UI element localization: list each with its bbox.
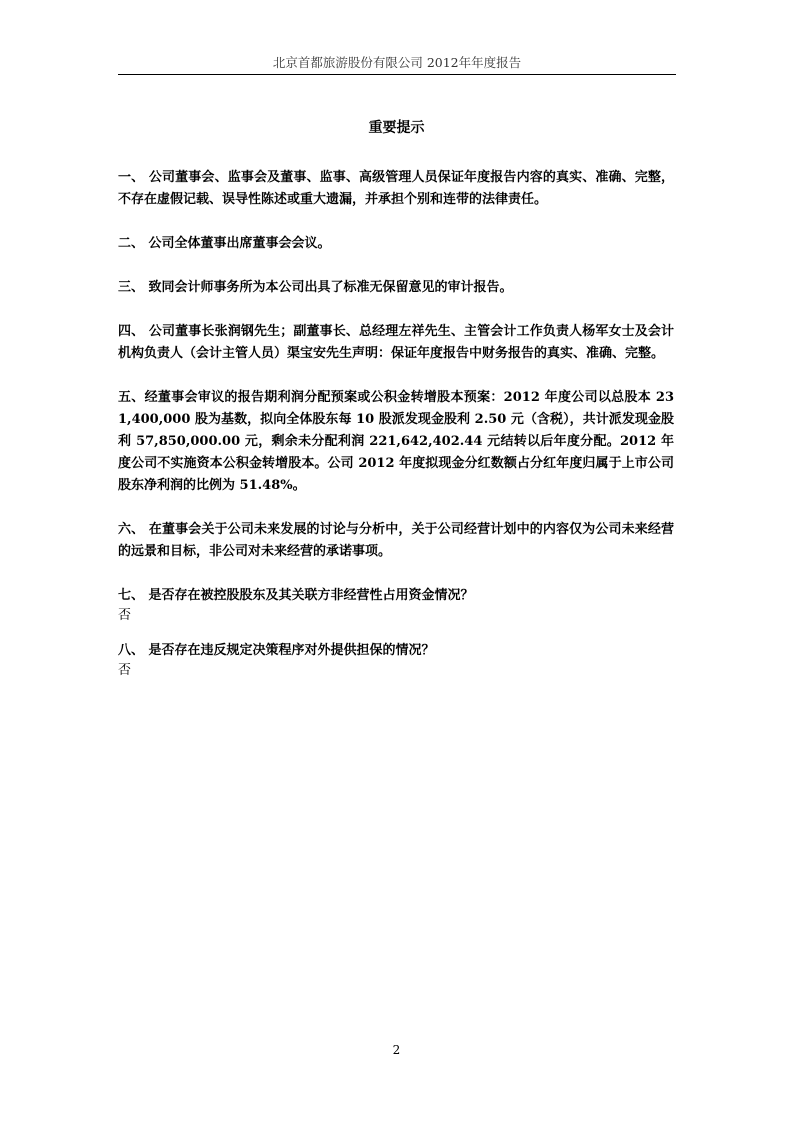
notice-item-text: 四、 公司董事长张润钢先生；副董事长、总经理左祥先生、主管会计工作负责人杨军女士及会计机构负责人（会计主管人员）渠宝安先生声明：保证年度报告中财务报告的真实、准确、完整。 bbox=[118, 324, 674, 361]
notice-item-text: 五、经董事会审议的报告期利润分配预案或公积金转增股本预案：2012 年度公司以总股本 231,400,000 股为基数，拟向全体股东每 10 股派发现金股利 2.50 元（含税），共计派发现金股利 57,850,000.00 元，剩余未分配利润 221,642,402.44 元结转以后年度分配。2012 年度公司不实施资本公积金转增股本。公司 2012 年度拟现金分红数额占分红年度归属于上市公司股东净利润的比例为 51.48%。 bbox=[118, 390, 674, 493]
notice-item-2 bbox=[118, 233, 674, 255]
notice-item-text: 七、 是否存在被控股股东及其关联方非经营性占用资金情况？ bbox=[118, 588, 474, 603]
page-header: 北京首都旅游股份有限公司 2012年年度报告 bbox=[118, 54, 676, 75]
notice-item-text: 八、 是否存在违反规定决策程序对外提供担保的情况？ bbox=[118, 643, 435, 658]
notice-item-text: 一、 公司董事会、监事会及董事、监事、高级管理人员保证年度报告内容的真实、准确、完整，不存在虚假记载、误导性陈述或重大遗漏，并承担个别和连带的法律责任。 bbox=[118, 170, 674, 207]
notice-item-1 bbox=[118, 167, 674, 211]
notice-item-6 bbox=[118, 519, 674, 563]
section-title: 重要提示 bbox=[368, 120, 425, 136]
notice-list bbox=[118, 167, 674, 695]
notice-item-text: 二、 公司全体董事出席董事会会议。 bbox=[118, 236, 331, 251]
notice-item-3 bbox=[118, 277, 674, 299]
notice-item-text: 三、 致同会计师事务所为本公司出具了标准无保留意见的审计报告。 bbox=[118, 280, 513, 295]
notice-item-4 bbox=[118, 321, 674, 365]
notice-item-7 bbox=[118, 585, 674, 626]
notice-item-text: 六、 在董事会关于公司未来发展的讨论与分析中，关于公司经营计划中的内容仅为公司未来经营的远景和目标，非公司对未来经营的承诺事项。 bbox=[118, 522, 674, 559]
notice-item-answer: 否 bbox=[118, 663, 132, 678]
notice-item-answer: 否 bbox=[118, 608, 132, 623]
page-number: 2 bbox=[392, 1043, 401, 1057]
notice-item-5 bbox=[118, 387, 674, 497]
notice-item-8 bbox=[118, 640, 674, 681]
